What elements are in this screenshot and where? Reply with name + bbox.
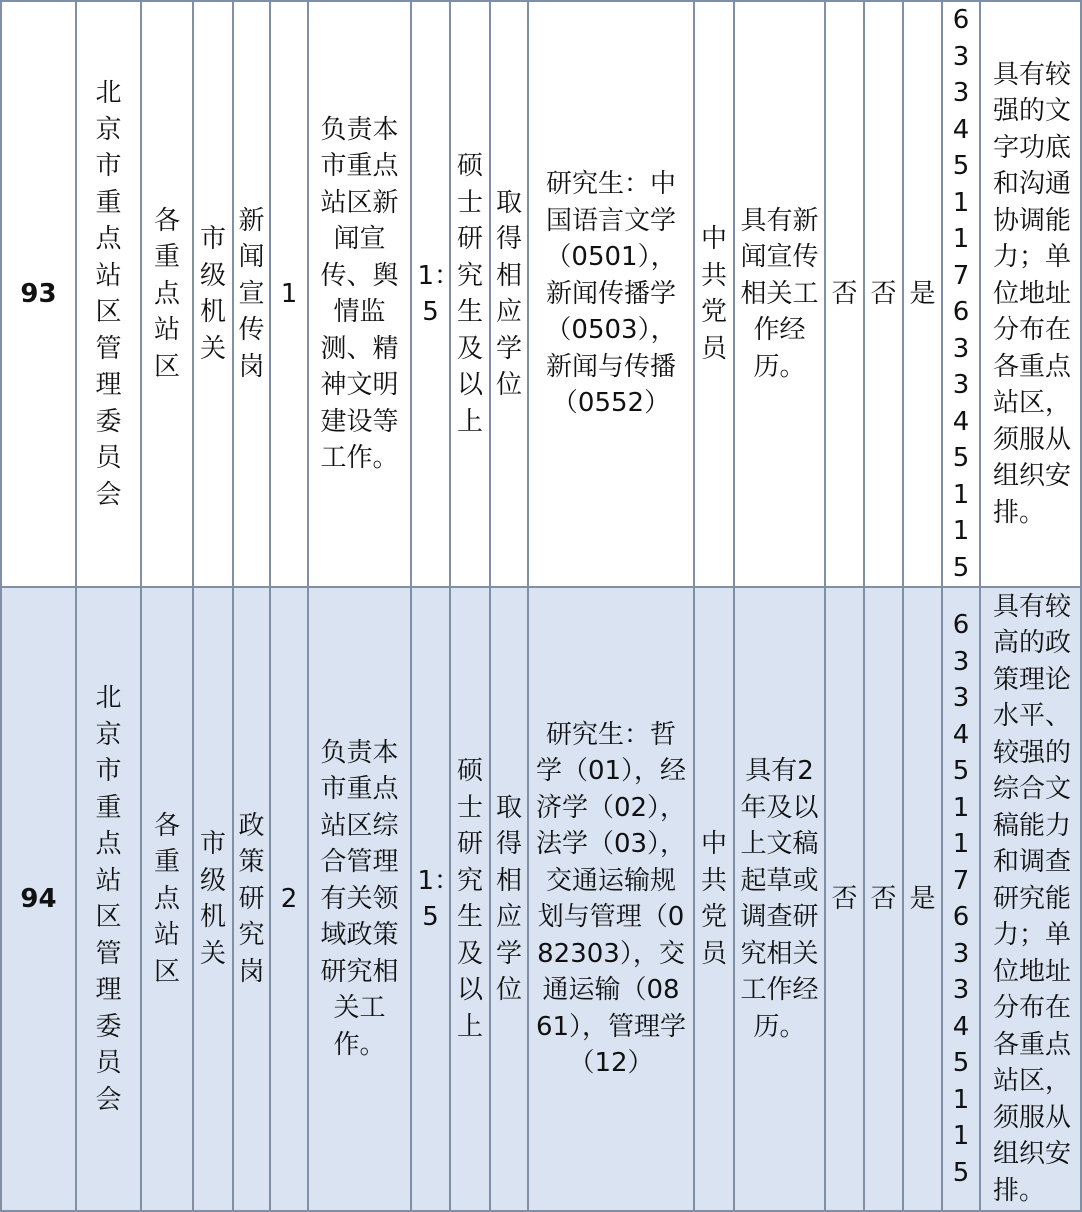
unit-cell: 各重点站区 — [141, 587, 193, 1211]
department-cell: 北京市重点站区管理委员会 — [76, 1, 141, 587]
political-cell: 中共党员 — [694, 1, 734, 587]
education-cell: 硕士研究生及以上 — [450, 1, 490, 587]
remarks-cell: 具有较高的政策理论水平、较强的综合文稿能力和调查研究能力；单位地址分布在各重点站区，须服从组织安排。 — [980, 587, 1081, 1211]
remarks-cell: 具有较强的文字功底和沟通协调能力；单位地址分布在各重点站区，须服从组织安排。 — [980, 1, 1081, 587]
level-cell: 市级机关 — [193, 1, 233, 587]
flag-cell: 否 — [864, 587, 903, 1211]
department-cell: 北京市重点站区管理委员会 — [76, 587, 141, 1211]
ratio-cell: 1：5 — [411, 1, 450, 587]
position-cell: 新闻宣传岗 — [233, 1, 270, 587]
table-row — [1, 587, 1081, 1211]
flag-cell: 否 — [825, 587, 864, 1211]
major-cell: 研究生：哲学（01），经济学（02），法学（03），交通运输规划与管理（082303），交通运输（0861），管理学（12） — [528, 587, 694, 1211]
degree-cell: 取得相应学位 — [490, 1, 528, 587]
experience-cell: 具有2年及以上文稿起草或调查研究相关工作经历。 — [734, 587, 825, 1211]
count-cell: 2 — [270, 587, 308, 1211]
row-number: 94 — [1, 587, 76, 1211]
political-cell: 中共党员 — [694, 587, 734, 1211]
unit-cell: 各重点站区 — [141, 1, 193, 587]
major-cell: 研究生：中国语言文学（0501），新闻传播学（0503），新闻与传播（0552） — [528, 1, 694, 587]
ratio-cell: 1：5 — [411, 587, 450, 1211]
position-cell: 政策研究岗 — [233, 587, 270, 1211]
duties-cell: 负责本市重点站区综合管理有关领域政策研究相关工作。 — [308, 587, 411, 1211]
row-number: 93 — [1, 1, 76, 587]
flag-cell: 否 — [825, 1, 864, 587]
phone-cell: 63345117633451 15 — [942, 1, 980, 587]
count-cell: 1 — [270, 1, 308, 587]
table-row — [1, 1, 1081, 587]
experience-cell: 具有新闻宣传相关工作经历。 — [734, 1, 825, 587]
flag-cell: 是 — [903, 587, 942, 1211]
education-cell: 硕士研究生及以上 — [450, 587, 490, 1211]
duties-cell: 负责本市重点站区新闻宣传、舆情监测、精神文明建设等工作。 — [308, 1, 411, 587]
phone-cell: 63345117633451 15 — [942, 587, 980, 1211]
flag-cell: 是 — [903, 1, 942, 587]
level-cell: 市级机关 — [193, 587, 233, 1211]
degree-cell: 取得相应学位 — [490, 587, 528, 1211]
flag-cell: 否 — [864, 1, 903, 587]
